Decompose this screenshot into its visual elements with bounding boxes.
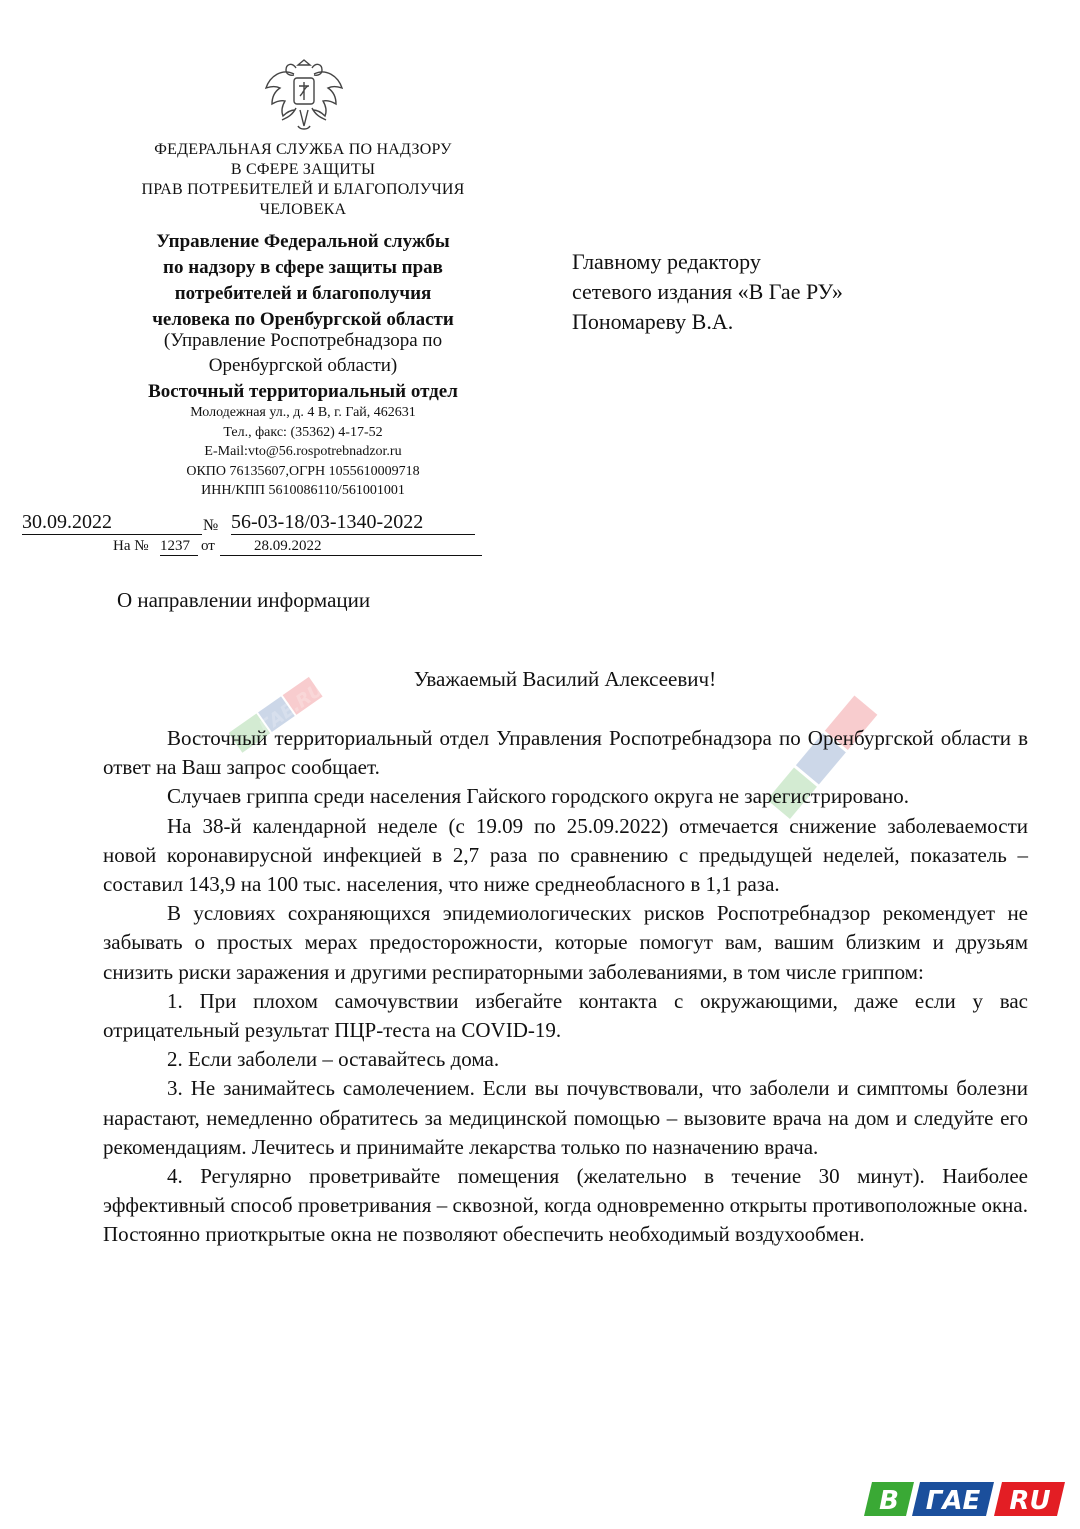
agency-short-line: (Управление Роспотребнадзора по bbox=[163, 330, 443, 351]
contact-address: Молодежная ул., д. 4 В, г. Гай, 462631 bbox=[190, 405, 416, 420]
agency-office-name bbox=[110, 229, 496, 333]
v-gae-ru-logo bbox=[862, 1480, 1067, 1518]
letter-subject: О направлении информации bbox=[117, 588, 371, 612]
letter-date: 30.09.2022 bbox=[22, 511, 202, 535]
letter-body bbox=[103, 724, 1028, 1250]
agency-office-line: по надзору в сфере защиты прав bbox=[163, 257, 443, 278]
body-paragraph: В условиях сохраняющихся эпидемиологических рисков Роспотребнадзор рекомендует не забывать о простых мерах предосторожности, которые помогут вам, вашим близким и друзьям снизить риски заражения и другими респираторными заболеваниями, в том числе гриппом: bbox=[103, 901, 1028, 984]
watermark-text: ГАЕ.RU bbox=[255, 678, 328, 739]
agency-upper-line: ФЕДЕРАЛЬНАЯ СЛУЖБА ПО НАДЗОРУ bbox=[154, 141, 452, 158]
logo-part-v: В bbox=[879, 1486, 899, 1516]
agency-name-upper bbox=[110, 140, 496, 220]
agency-upper-line: В СФЕРЕ ЗАЩИТЫ bbox=[230, 161, 376, 178]
registration-line bbox=[0, 511, 500, 541]
coat-of-arms-emblem-icon bbox=[262, 52, 346, 138]
reply-date: 28.09.2022 bbox=[220, 538, 482, 556]
agency-upper-line: ЧЕЛОВЕКА bbox=[259, 201, 347, 218]
body-paragraph: Случаев гриппа среди населения Гайского городского округа не зарегистрировано. bbox=[167, 784, 910, 809]
letter-number: 56-03-18/03-1340-2022 bbox=[231, 511, 475, 535]
agency-short-line: Оренбургской области) bbox=[208, 355, 398, 376]
reply-reference-line bbox=[0, 538, 500, 560]
reply-number: 1237 bbox=[160, 538, 198, 556]
number-sign: № bbox=[203, 517, 219, 534]
contact-okpo-ogrn: ОКПО 76135607,ОГРН 1055610009718 bbox=[186, 463, 420, 479]
reply-from-label: от bbox=[201, 538, 215, 554]
agency-office-line: Управление Федеральной службы bbox=[156, 231, 450, 252]
reply-prefix: На № bbox=[113, 538, 149, 554]
agency-contacts bbox=[110, 403, 496, 501]
recommendation-item: 1. При плохом самочувствии избегайте контакта с окружающими, даже если у вас отрицательный результат ПЦР-теста на COVID-19. bbox=[103, 988, 1028, 1043]
recommendation-item: 4. Регулярно проветривайте помещения (желательно в течение 30 минут). Наиболее эффективный способ проветривания – сквозной, когда одновременно открыты противоположные окна. Постоянно приоткрытые окна не позволяют обеспечить необходимый воздухообмен. bbox=[103, 1164, 1028, 1247]
agency-short-name bbox=[110, 328, 496, 378]
logo-part-ru: RU bbox=[1009, 1486, 1051, 1516]
contact-inn-kpp: ИНН/КПП 5610086110/561001001 bbox=[201, 483, 405, 498]
agency-office-line: человека по Оренбургской области bbox=[152, 309, 454, 330]
body-paragraph: Восточный территориальный отдел Управления Роспотребнадзора по Оренбургской области в ответ на Ваш запрос сообщает. bbox=[103, 726, 1028, 780]
department-name: Восточный территориальный отдел bbox=[148, 381, 458, 402]
agency-upper-line: ПРАВ ПОТРЕБИТЕЛЕЙ И БЛАГОПОЛУЧИЯ bbox=[141, 181, 465, 198]
logo-part-gae: ГАЕ bbox=[925, 1486, 981, 1516]
addressee-line: сетевого издания «В Гае РУ» bbox=[572, 279, 843, 304]
body-paragraph: На 38-й календарной неделе (с 19.09 по 25.09.2022) отмечается снижение заболеваемости новой коронавирусной инфекцией в 2,7 раза по сравнению с предыдущей неделей, показатель – составил 143,9 на 100 тыс. населения, что ниже среднеобласного в 1,1 раза. bbox=[103, 813, 1028, 897]
addressee-line: Главному редактору bbox=[572, 249, 761, 274]
salutation: Уважаемый Василий Алексеевич! bbox=[413, 667, 717, 691]
recommendation-item: 3. Не занимайтесь самолечением. Если вы почувствовали, что заболели и симптомы болезни нарастают, немедленно обратитесь за медицинской помощью – вызовите врача на дом и следуйте его рекомендациям. Лечитесь и принимайте лекарства только по назначению врача. bbox=[103, 1076, 1028, 1159]
contact-email: E-Mail:vto@56.rospotrebnadzor.ru bbox=[204, 444, 402, 459]
recommendation-item: 2. Если заболели – оставайтесь дома. bbox=[167, 1047, 500, 1072]
agency-office-line: потребителей и благополучия bbox=[174, 283, 432, 304]
addressee-line: Пономареву В.А. bbox=[572, 309, 734, 334]
addressee-block bbox=[572, 247, 843, 337]
contact-phone: Тел., факс: (35362) 4-17-52 bbox=[223, 424, 383, 440]
